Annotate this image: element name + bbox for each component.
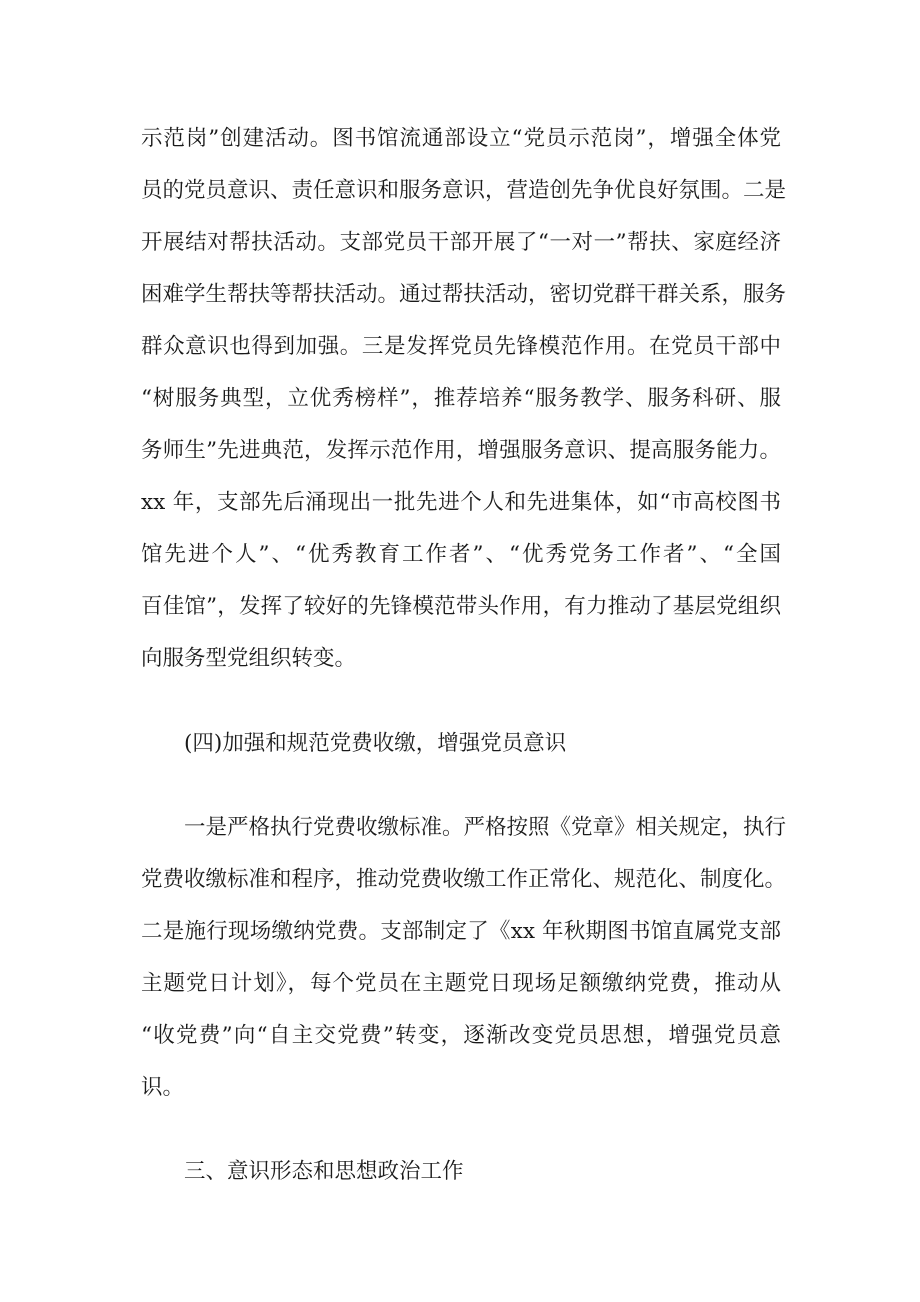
paragraph-1-line-10: 百佳馆”，发挥了较好的先锋模范带头作用，有力推动了基层党组织 — [141, 594, 781, 619]
paragraph-1-line-9: 馆先进个人”、“优秀教育工作者”、“优秀党务工作者”、“全国 — [141, 542, 781, 567]
paragraph-1-line-8: xx 年，支部先后涌现出一批先进个人和先进集体，如“市高校图书 — [141, 490, 781, 515]
paragraph-2-line-3: 二是施行现场缴纳党费。支部制定了《xx 年秋期图书馆直属党支部 — [141, 919, 781, 944]
paragraph-2-line-5: “收党费”向“自主交党费”转变，逐渐改变党员思想，增强党员意 — [141, 1023, 781, 1048]
paragraph-1-line-5: 群众意识也得到加强。三是发挥党员先锋模范作用。在党员干部中 — [141, 334, 781, 359]
paragraph-1-line-4: 困难学生帮扶等帮扶活动。通过帮扶活动，密切党群干群关系，服务 — [141, 282, 787, 307]
section-4-heading: (四)加强和规范党费收缴，增强党员意识 — [184, 731, 567, 756]
paragraph-1-line-11: 向服务型党组织转变。 — [141, 646, 357, 671]
paragraph-1-line-1: 示范岗”创建活动。图书馆流通部设立“党员示范岗”，增强全体党 — [141, 126, 781, 151]
paragraph-1-line-3: 开展结对帮扶活动。支部党员干部开展了“一对一”帮扶、家庭经济 — [141, 230, 781, 255]
paragraph-2-line-6: 识。 — [141, 1075, 185, 1100]
section-3-heading: 三、意识形态和思想政治工作 — [184, 1159, 464, 1184]
paragraph-2-line-4: 主题党日计划》，每个党员在主题党日现场足额缴纳党费，推动从 — [141, 971, 781, 996]
paragraph-2-line-2: 党费收缴标准和程序，推动党费收缴工作正常化、规范化、制度化。 — [141, 867, 787, 892]
paragraph-1-line-2: 员的党员意识、责任意识和服务意识，营造创先争优良好氛围。二是 — [141, 178, 787, 203]
paragraph-1-line-7: 务师生”先进典范，发挥示范作用，增强服务意识、提高服务能力。 — [141, 438, 781, 463]
paragraph-2-line-1: 一是严格执行党费收缴标准。严格按照《党章》相关规定，执行 — [184, 815, 787, 840]
paragraph-1-line-6: “树服务典型，立优秀榜样”，推荐培养“服务教学、服务科研、服 — [141, 386, 781, 411]
